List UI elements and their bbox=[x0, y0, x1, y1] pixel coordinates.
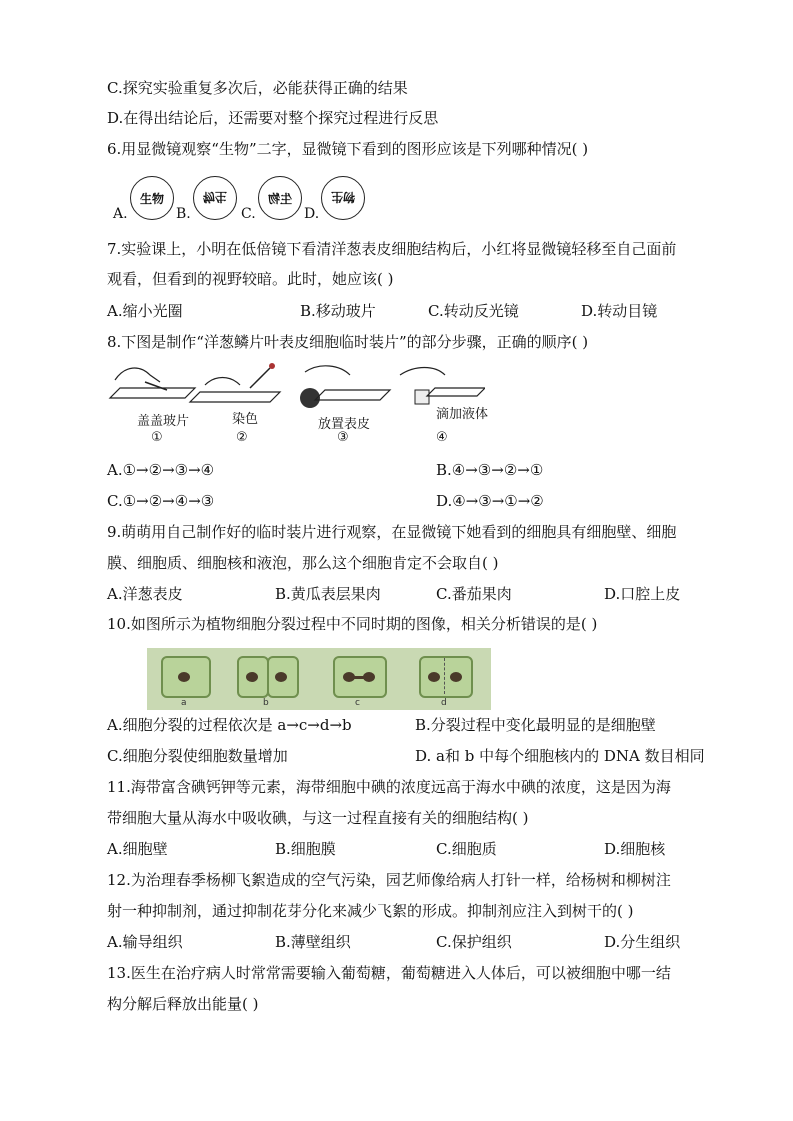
q10-option-c: C.细胞分裂使细胞数量增加 bbox=[107, 747, 288, 765]
q8-option-b: B.④→③→②→① bbox=[436, 461, 544, 479]
cell-c-nucleus-2 bbox=[363, 672, 375, 682]
q11-option-a: A.细胞壁 bbox=[107, 840, 168, 858]
q6-circle-c-text: 生物 bbox=[267, 191, 292, 206]
question-7-line-1: 7.实验课上，小明在低倍镜下看清洋葱表皮细胞结构后，小红将显微镜轻移至自己面前 bbox=[107, 240, 677, 258]
question-8: 8.下图是制作“洋葱鳞片叶表皮细胞临时装片”的部分步骤，正确的顺序( ) bbox=[107, 333, 589, 351]
q8-step-2-num: ② bbox=[236, 430, 248, 445]
q9-option-b: B.黄瓜表层果肉 bbox=[275, 585, 381, 603]
cell-label-a: a bbox=[181, 698, 187, 708]
cell-d-nucleus-1 bbox=[428, 672, 440, 682]
q11-option-c: C.细胞质 bbox=[436, 840, 497, 858]
q7-option-a: A.缩小光圈 bbox=[107, 302, 183, 320]
q7-option-b: B.移动玻片 bbox=[300, 302, 376, 320]
q10-figure bbox=[147, 648, 491, 710]
q6-circle-a-text: 生物 bbox=[139, 191, 164, 206]
q12-option-c: C.保护组织 bbox=[436, 933, 512, 951]
q8-step-3-label: 放置表皮 bbox=[318, 417, 371, 432]
q10-option-d: D. a和 b 中每个细胞核内的 DNA 数目相同 bbox=[415, 747, 705, 765]
q6-label-d: D. bbox=[304, 206, 320, 222]
q8-steps-illustration bbox=[105, 360, 485, 410]
q12-option-b: B.薄壁组织 bbox=[275, 933, 351, 951]
question-7-line-2: 观看，但看到的视野较暗。此时，她应该( ) bbox=[107, 270, 394, 288]
question-9-line-1: 9.萌萌用自己制作好的临时装片进行观察，在显微镜下她看到的细胞具有细胞壁、细胞 bbox=[107, 523, 677, 541]
q6-circle-d bbox=[321, 176, 365, 220]
q11-option-d: D.细胞核 bbox=[604, 840, 666, 858]
q8-step-4-label: 滴加液体 bbox=[436, 407, 489, 422]
q6-label-b: B. bbox=[176, 206, 191, 222]
q8-step-4-num: ④ bbox=[436, 430, 448, 445]
q8-step-3-num: ③ bbox=[337, 430, 349, 445]
q6-circle-b bbox=[193, 176, 237, 220]
q6-circle-d-text: 物生 bbox=[331, 190, 356, 205]
q11-option-b: B.细胞膜 bbox=[275, 840, 336, 858]
q6-circle-b-text: 物生 bbox=[203, 190, 228, 205]
question-13-line-1: 13.医生在治疗病人时常常需要输入葡萄糖，葡萄糖进入人体后，可以被细胞中哪一结 bbox=[107, 964, 671, 982]
question-6: 6.用显微镜观察“生物”二字，显微镜下看到的图形应该是下列哪种情况( ) bbox=[107, 140, 589, 158]
q9-option-c: C.番茄果肉 bbox=[436, 585, 512, 603]
q7-option-d: D.转动目镜 bbox=[581, 302, 658, 320]
q7-option-c: C.转动反光镜 bbox=[428, 302, 519, 320]
q12-option-a: A.输导组织 bbox=[107, 933, 183, 951]
cell-a-nucleus bbox=[178, 672, 190, 682]
q6-label-a: A. bbox=[113, 206, 128, 222]
option-d-statement: D.在得出结论后，还需要对整个探究过程进行反思 bbox=[107, 109, 439, 127]
q12-option-d: D.分生组织 bbox=[604, 933, 681, 951]
cell-label-b: b bbox=[263, 698, 269, 708]
q8-option-a: A.①→②→③→④ bbox=[107, 461, 215, 479]
question-10: 10.如图所示为植物细胞分裂过程中不同时期的图像，相关分析错误的是( ) bbox=[107, 615, 598, 633]
q6-label-c: C. bbox=[241, 206, 256, 222]
q6-circle-c bbox=[258, 176, 302, 220]
q8-step-1-label: 盖盖玻片 bbox=[137, 414, 190, 429]
cell-label-c: c bbox=[355, 698, 360, 708]
cell-d-nucleus-2 bbox=[450, 672, 462, 682]
q9-option-a: A.洋葱表皮 bbox=[107, 585, 183, 603]
q9-option-d: D.口腔上皮 bbox=[604, 585, 681, 603]
q8-option-c: C.①→②→④→③ bbox=[107, 492, 215, 510]
q8-option-d: D.④→③→①→② bbox=[436, 492, 544, 510]
q8-step-2-label: 染色 bbox=[232, 412, 259, 427]
question-11-line-1: 11.海带富含碘钙钾等元素，海带细胞中碘的浓度远高于海水中碘的浓度，这是因为海 bbox=[107, 778, 671, 796]
cell-label-d: d bbox=[441, 698, 447, 708]
q8-step-1-num: ① bbox=[151, 430, 163, 445]
question-12-line-1: 12.为治理春季杨柳飞絮造成的空气污染，园艺师像给病人打针一样，给杨树和柳树注 bbox=[107, 871, 671, 889]
q6-circle-a bbox=[130, 176, 174, 220]
question-9-line-2: 膜、细胞质、细胞核和液泡，那么这个细胞肯定不会取自( ) bbox=[107, 554, 499, 572]
option-c-statement: C.探究实验重复多次后，必能获得正确的结果 bbox=[107, 79, 408, 97]
q10-option-a: A.细胞分裂的过程依次是 a→c→d→b bbox=[107, 716, 352, 734]
q10-option-b: B.分裂过程中变化最明显的是细胞壁 bbox=[415, 716, 656, 734]
cell-b-nucleus-2 bbox=[275, 672, 287, 682]
question-12-line-2: 射一种抑制剂，通过抑制花芽分化来减少飞絮的形成。抑制剂应注入到树干的( ) bbox=[107, 902, 634, 920]
cell-d-plate bbox=[444, 658, 445, 694]
question-11-line-2: 带细胞大量从海水中吸收碘，与这一过程直接有关的细胞结构( ) bbox=[107, 809, 529, 827]
question-13-line-2: 构分解后释放出能量( ) bbox=[107, 995, 259, 1013]
cell-b-nucleus-1 bbox=[246, 672, 258, 682]
